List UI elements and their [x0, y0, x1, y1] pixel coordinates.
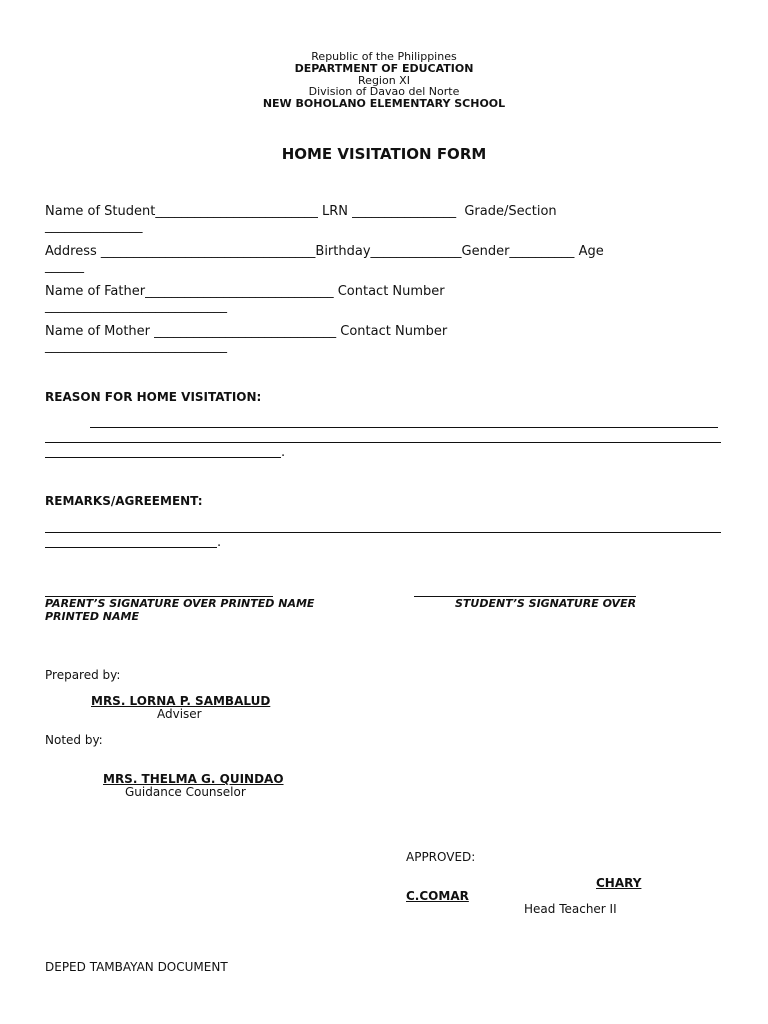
footer-source: DEPED TAMBAYAN DOCUMENT	[45, 960, 228, 974]
head-teacher-name-part1: CHARY	[596, 876, 642, 890]
head-teacher-name-part2: C.COMAR	[406, 889, 469, 903]
reason-heading: REASON FOR HOME VISITATION:	[45, 390, 262, 404]
remarks-heading: REMARKS/AGREEMENT:	[45, 494, 203, 508]
address-field-row: Address _________________________________Birthday______________Gender__________ Age	[45, 244, 604, 259]
parent-signature-label-continued: PRINTED NAME	[45, 610, 139, 623]
parent-signature-label: PARENT’S SIGNATURE OVER PRINTED NAME	[45, 597, 315, 610]
student-field-row: Name of Student_________________________ LRN ________________ Grade/Section	[45, 204, 557, 219]
head-teacher-role: Head Teacher II	[524, 902, 617, 916]
mother-field-row: Name of Mother ____________________________ Contact Number	[45, 324, 448, 339]
header-school: NEW BOHOLANO ELEMENTARY SCHOOL	[262, 97, 506, 110]
student-signature-label: STUDENT’S SIGNATURE OVER	[455, 597, 637, 610]
student-field-row-continued: _______________	[45, 219, 143, 234]
reason-line-2	[45, 442, 721, 443]
prepared-by-label: Prepared by:	[45, 668, 121, 682]
remarks-line-2	[45, 547, 217, 548]
noted-by-label: Noted by:	[45, 733, 103, 747]
counselor-name: MRS. THELMA G. QUINDAO	[103, 772, 284, 786]
father-field-row-continued: ____________________________	[45, 299, 227, 314]
father-field-row: Name of Father_____________________________ Contact Number	[45, 284, 445, 299]
adviser-name: MRS. LORNA P. SAMBALUD	[91, 694, 271, 708]
header-region: Region XI	[358, 74, 410, 87]
mother-field-row-continued: ____________________________	[45, 339, 227, 354]
reason-line-3	[45, 457, 281, 458]
reason-line-1	[90, 427, 718, 428]
approved-label: APPROVED:	[406, 850, 476, 864]
form-title: HOME VISITATION FORM	[281, 145, 487, 163]
header-department: DEPARTMENT OF EDUCATION	[294, 62, 474, 75]
adviser-role: Adviser	[157, 707, 202, 721]
remarks-line-1	[45, 532, 721, 533]
header-republic: Republic of the Philippines	[311, 50, 457, 63]
remarks-end-mark: .	[217, 535, 222, 550]
header-division: Division of Davao del Norte	[308, 85, 460, 98]
counselor-role: Guidance Counselor	[125, 785, 246, 799]
address-field-row-continued: ______	[45, 259, 84, 274]
reason-end-mark: .	[281, 445, 286, 460]
